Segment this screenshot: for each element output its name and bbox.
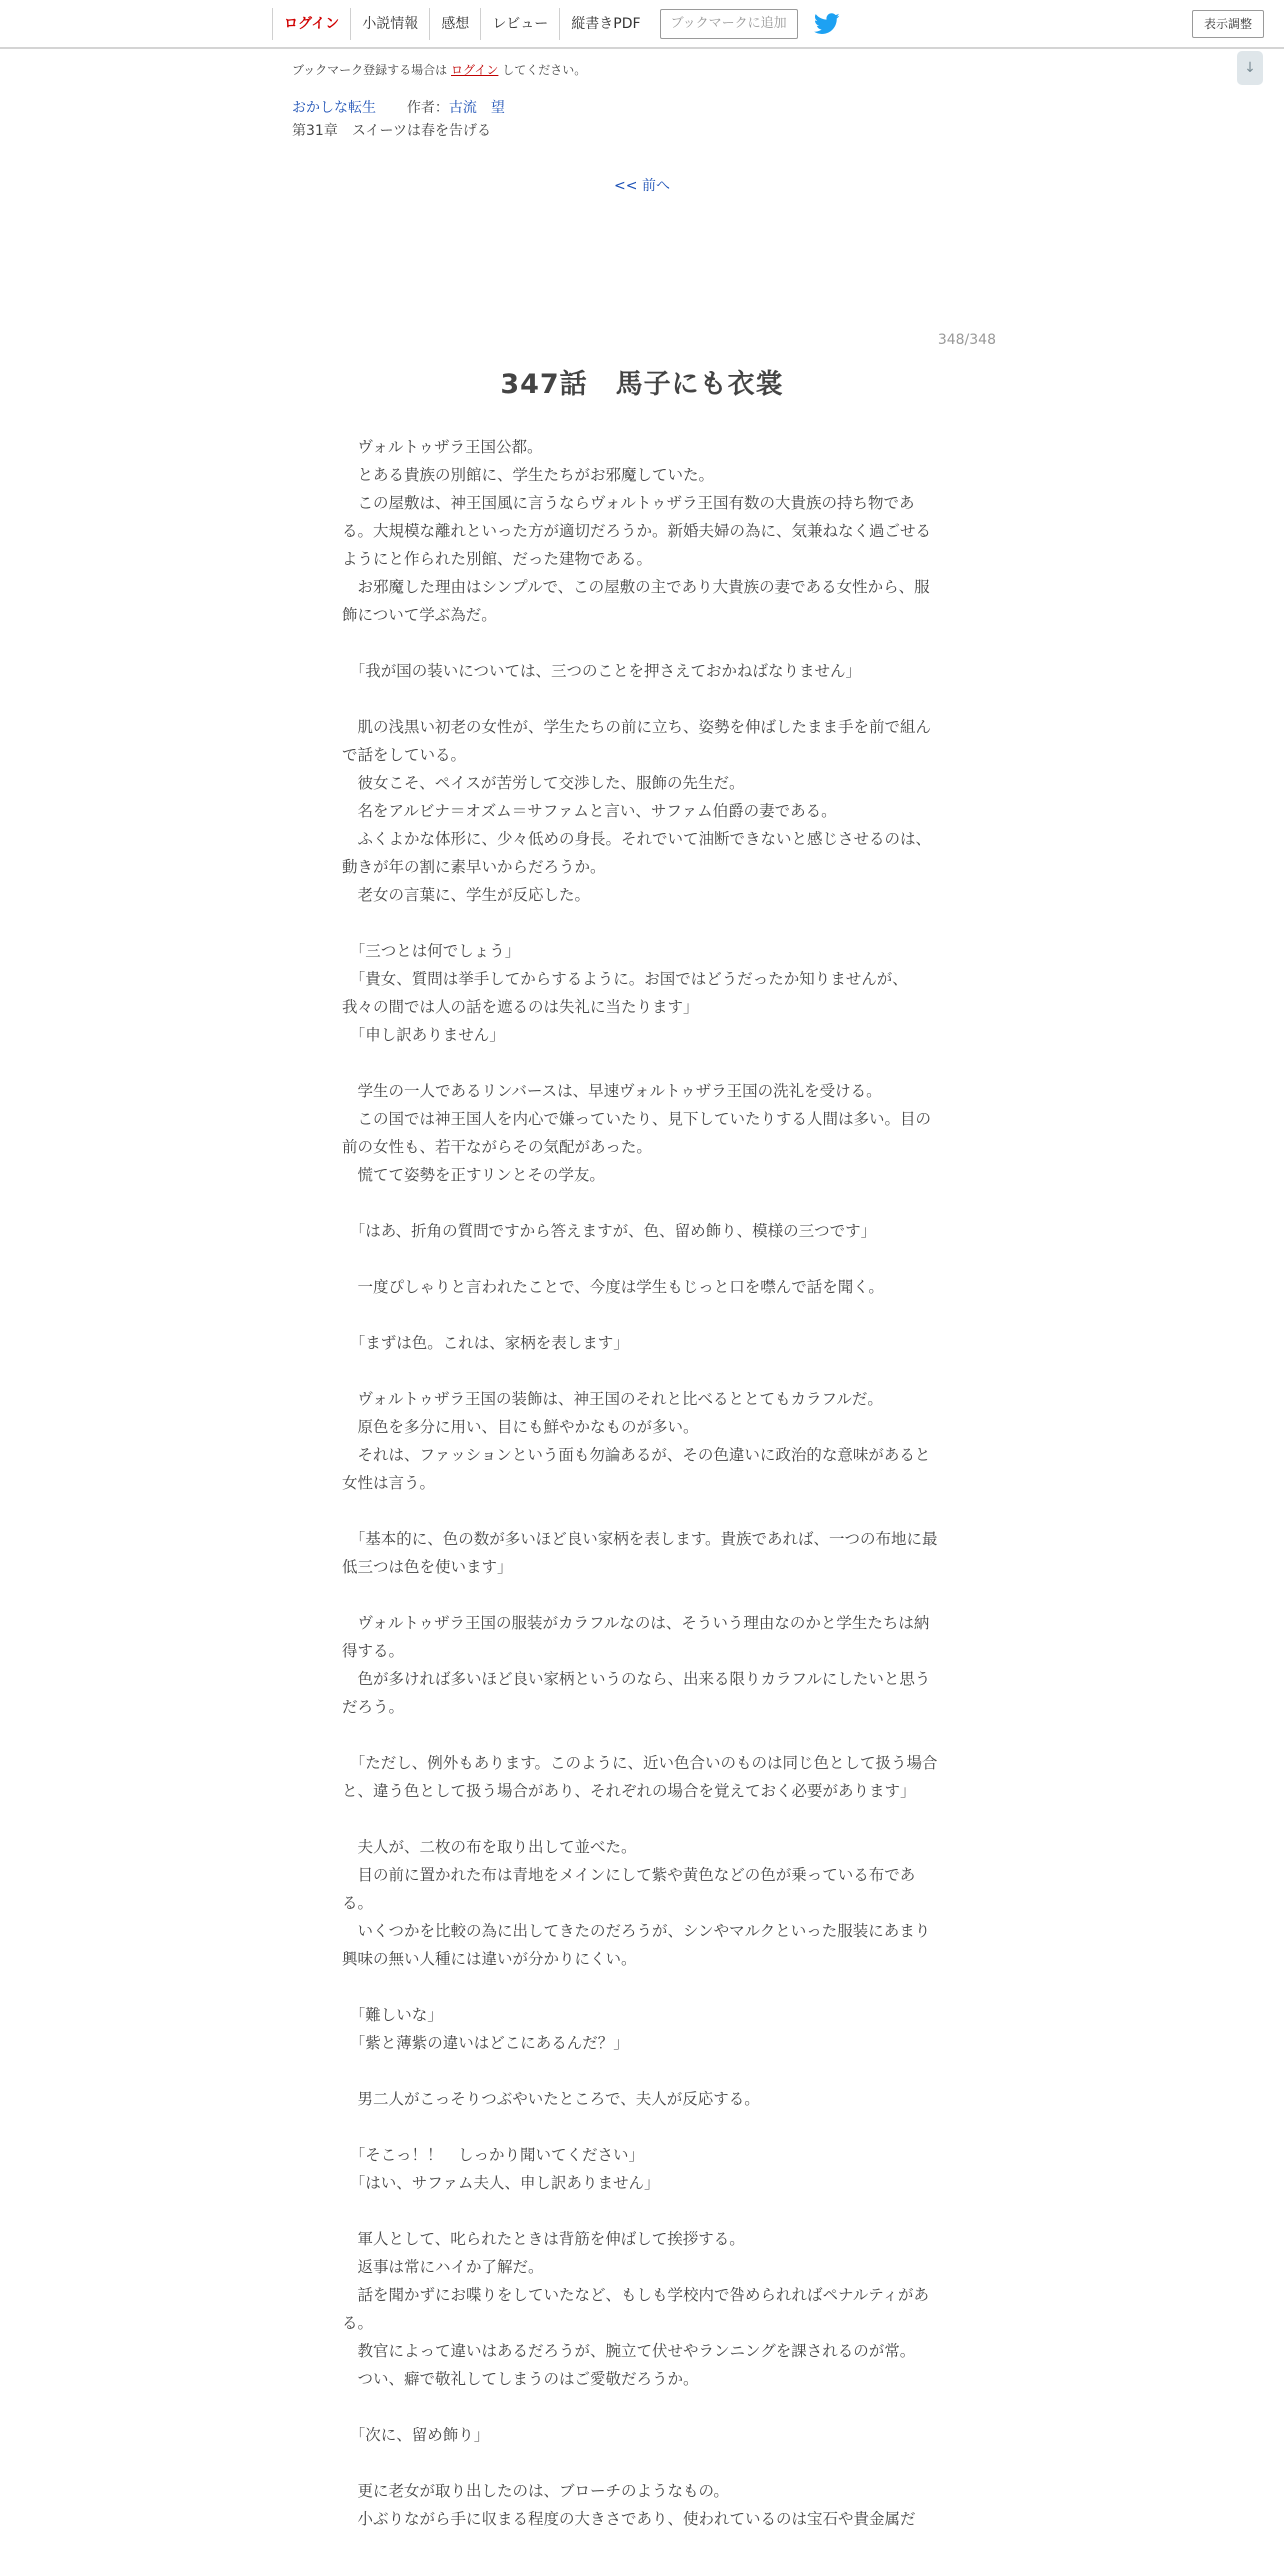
author-label: 作者： (406, 100, 449, 116)
body-paragraph: いくつかを比較の為に出してきたのだろうが、シンやマルクといった服装にあまり興味の無い人種には違いが分かりにくい。 (342, 1922, 931, 1968)
prev-page-row (0, 175, 1284, 195)
body-paragraph: 小ぶりながら手に収まる程度の大きさであり、使われているのは宝石や貴金属だ (342, 2510, 916, 2528)
body-paragraph: ふくよかな体形に、少々低めの身長。それでいて油断できないと感じさせるのは、動きが年の割に素早いからだろうか。 (342, 830, 932, 876)
body-paragraph: 目の前に置かれた布は青地をメインにして紫や黄色などの色が乗っている布である。 (342, 1866, 916, 1912)
body-paragraph: 「申し訳ありません」 (342, 1026, 505, 1044)
scroll-down-button[interactable]: ↓ (1237, 51, 1263, 85)
body-paragraph: 「難しいな」 (342, 2006, 443, 2024)
bookmark-login-notice (292, 61, 586, 78)
blank-line (342, 685, 938, 713)
body-paragraph: 「そこっ！！ しっかり聞いてください」 (342, 2146, 644, 2164)
body-paragraph: ヴォルトゥザラ王国の装飾は、神王国のそれと比べるととてもカラフルだ。 (342, 1390, 883, 1408)
body-paragraph: 一度ぴしゃりと言われたことで、今度は学生もじっと口を噤んで話を聞く。 (342, 1278, 884, 1296)
body-paragraph: 「基本的に、色の数が多いほど良い家柄を表します。貴族であれば、一つの布地に最低三つは色を使います」 (342, 1530, 938, 1576)
body-paragraph: 「まずは色。これは、家柄を表します」 (342, 1334, 629, 1352)
body-paragraph: この国では神王国人を内心で嫌っていたり、見下していたりする人間は多い。目の前の女性も、若干ながらその気配があった。 (342, 1110, 932, 1156)
display-settings-button[interactable]: 表示調整 (1192, 10, 1264, 38)
header-bar (0, 0, 1284, 49)
blank-line (342, 1805, 938, 1833)
novel-title-link[interactable]: おかしな転生 (292, 100, 376, 116)
blank-line (342, 1973, 938, 2001)
body-paragraph: 老女の言葉に、学生が反応した。 (342, 886, 591, 904)
notice-login-link[interactable]: ログイン (451, 63, 499, 77)
body-paragraph: 「次に、留め飾り」 (342, 2426, 490, 2444)
body-paragraph: 話を聞かずにお喋りをしていたなど、もしも学校内で咎められればペナルティがある。 (342, 2286, 929, 2332)
body-paragraph: 「我が国の装いについては、三つのことを押さえておかねばなりません」 (342, 662, 861, 680)
body-paragraph: とある貴族の別館に、学生たちがお邪魔していた。 (342, 466, 715, 484)
body-paragraph: ヴォルトゥザラ王国公都。 (342, 438, 543, 456)
blank-line (342, 1497, 938, 1525)
add-bookmark-button[interactable]: ブックマークに追加 (660, 9, 798, 39)
novel-meta (292, 97, 505, 117)
blank-line (342, 909, 938, 937)
blank-line (342, 1581, 938, 1609)
blank-line (342, 2057, 938, 2085)
blank-line (342, 1245, 938, 1273)
body-paragraph: それは、ファッションという面も勿論あるが、その色違いに政治的な意味があると女性は言う。 (342, 1446, 931, 1492)
notice-after: してください。 (502, 63, 587, 77)
nav-impressions[interactable]: 感想 (429, 8, 480, 40)
author-link[interactable]: 古流 望 (448, 100, 505, 116)
nav-novel-info[interactable]: 小説情報 (350, 8, 429, 40)
body-paragraph: 肌の浅黒い初老の女性が、学生たちの前に立ち、姿勢を伸ばしたまま手を前で組んで話をしている。 (342, 718, 932, 764)
notice-before: ブックマーク登録する場合は (292, 63, 448, 77)
blank-line (342, 2393, 938, 2421)
body-paragraph: つい、癖で敬礼してしまうのはご愛敬だろうか。 (342, 2370, 699, 2388)
body-paragraph: 彼女こそ、ペイスが苦労して交渉した、服飾の先生だ。 (342, 774, 745, 792)
body-paragraph: 原色を多分に用い、目にも鮮やかなものが多い。 (342, 1418, 699, 1436)
body-paragraph: 「紫と薄紫の違いはどこにあるんだ？」 (342, 2034, 629, 2052)
body-paragraph: 軍人として、叱られたときは背筋を伸ばして挨拶する。 (342, 2230, 745, 2248)
blank-line (342, 1357, 938, 1385)
body-paragraph: 夫人が、二枚の布を取り出して並べた。 (342, 1838, 637, 1856)
body-paragraph: この屋敷は、神王国風に言うならヴォルトゥザラ王国有数の大貴族の持ち物である。大規模な離れといった方が適切だろうか。新婚夫婦の為に、気兼ねなく過ごせるようにと作られた別館、だった建物である。 (342, 494, 932, 568)
body-paragraph: 男二人がこっそりつぶやいたところで、夫人が反応する。 (342, 2090, 760, 2108)
chapter-title: 第31章 スイーツは春を告げる (292, 123, 491, 139)
body-paragraph: 教官によって違いはあるだろうが、腕立て伏せやランニングを課されるのが常。 (342, 2342, 916, 2360)
body-paragraph: 「はあ、折角の質問ですから答えますが、色、留め飾り、模様の三つです」 (342, 1222, 877, 1240)
main-nav (272, 8, 840, 40)
blank-line (342, 2449, 938, 2477)
nav-login[interactable]: ログイン (272, 8, 350, 40)
blank-line (342, 1301, 938, 1329)
twitter-icon[interactable] (814, 13, 840, 35)
blank-line (342, 1049, 938, 1077)
body-paragraph: 色が多ければ多いほど良い家柄というのなら、出来る限りカラフルにしたいと思うだろう。 (342, 1670, 931, 1716)
page-count: 348/348 (937, 332, 996, 348)
body-paragraph: 名をアルビナ＝オズム＝サファムと言い、サファム伯爵の妻である。 (342, 802, 837, 820)
prev-page-link[interactable]: << 前へ (614, 178, 670, 194)
body-paragraph: 慌てて姿勢を正すリンとその学友。 (342, 1166, 605, 1184)
body-paragraph: 更に老女が取り出したのは、ブローチのようなもの。 (342, 2482, 729, 2500)
blank-line (342, 2113, 938, 2141)
body-paragraph: 「ただし、例外もあります。このように、近い色合いのものは同じ色として扱う場合と、違う色として扱う場合があり、それぞれの場合を覚えておく必要があります」 (342, 1754, 938, 1800)
body-paragraph: お邪魔した理由はシンプルで、この屋敷の主であり大貴族の妻である女性から、服飾について学ぶ為だ。 (342, 578, 930, 624)
blank-line (342, 629, 938, 657)
blank-line (342, 1189, 938, 1217)
blank-line (342, 1721, 938, 1749)
blank-line (342, 2197, 938, 2225)
body-paragraph: 返事は常にハイか了解だ。 (342, 2258, 544, 2276)
episode-body (342, 433, 938, 2533)
body-paragraph: 「貴女、質問は挙手してからするように。お国ではどうだったか知りませんが、我々の間では人の話を遮るのは失礼に当たります」 (342, 970, 908, 1016)
body-paragraph: 「三つとは何でしょう」 (342, 942, 521, 960)
episode-title: 347話 馬子にも衣裳 (500, 369, 784, 400)
nav-vertical-pdf[interactable]: 縦書きPDF (559, 8, 651, 40)
nav-review[interactable]: レビュー (480, 8, 559, 40)
body-paragraph: 「はい、サファム夫人、申し訳ありません」 (342, 2174, 660, 2192)
body-paragraph: 学生の一人であるリンバースは、早速ヴォルトゥザラ王国の洗礼を受ける。 (342, 1082, 882, 1100)
body-paragraph: ヴォルトゥザラ王国の服装がカラフルなのは、そういう理由なのかと学生たちは納得する。 (342, 1614, 930, 1660)
